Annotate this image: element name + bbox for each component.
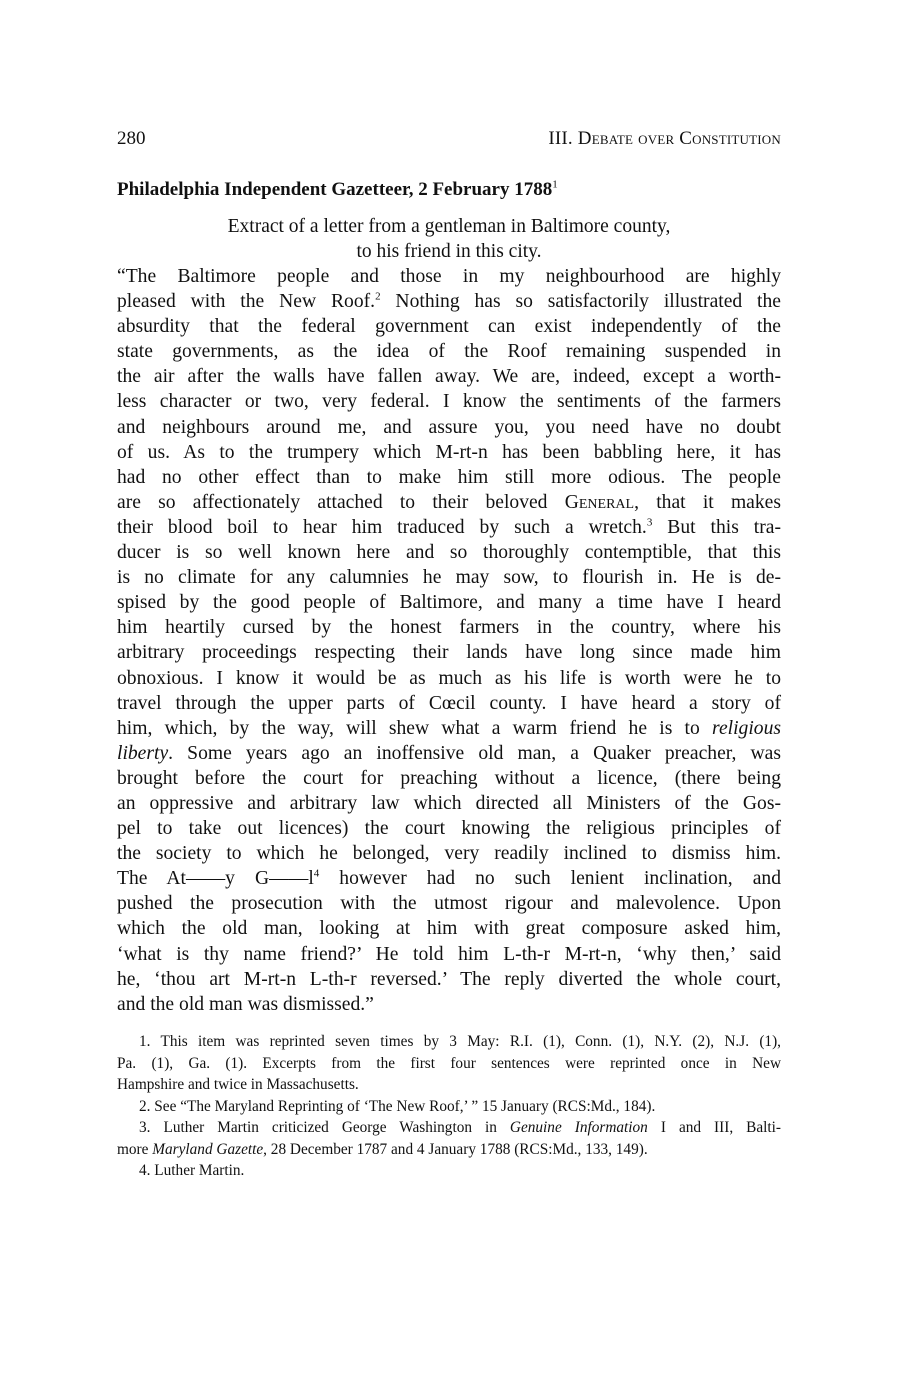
body-line: the society to which he belonged, very readily inclined to dismiss him. — [117, 843, 781, 865]
body-line: The At——y $G——l^4$ however had no such lenient inclination, and — [117, 867, 781, 890]
body-line: obnoxious. I know it would be as much as his life is worth were he to — [117, 667, 781, 689]
footnote-2: 2. See “The Maryland Reprinting of ‘The New Roof,’ ” 15 January (RCS:Md., 184). — [139, 1097, 656, 1115]
footnote-1-line: 1. This item was reprinted seven times by 3 May: R.I. (1), Conn. (1), N.Y. (2), N.J. (1), — [139, 1033, 781, 1050]
body-line: pel to take out licences) the court knowing the religious principles of — [117, 818, 781, 840]
body-line: less character or two, very federal. I know the sentiments of the farmers — [117, 391, 781, 413]
extract-heading — [117, 214, 781, 264]
footnote-ref-4: 4 — [313, 867, 320, 880]
footnote-3-line: more Maryland Gazette, 28 December 1787 and 4 January 1788 (RCS:Md., 133, 149). — [117, 1140, 648, 1158]
extract-line-2: to his friend in this city. — [356, 241, 542, 262]
body-line: of us. As to the trumpery which M-rt-n has been babbling here, it has — [117, 441, 781, 463]
footnote-4: 4. Luther Martin. — [139, 1162, 245, 1179]
body-line: pleased with the New Roof.$^2$ Nothing has so satisfactorily illustrated the — [117, 290, 781, 313]
body-line: state governments, as the idea of the Roof remaining suspended in — [117, 341, 781, 363]
footnotes — [117, 1031, 781, 1182]
body-line: which the old man, looking at him with great composure asked him, — [117, 918, 781, 940]
body-line: him, which, by the way, will shew what a warm friend he is to religious — [117, 717, 781, 739]
body-line: brought before the court for preaching without a licence, (there being — [117, 767, 781, 789]
footnote-3-line: 3. Luther Martin criticized George Washington in Genuine Information I and III, Balti- — [139, 1119, 781, 1136]
general-small-caps: General — [564, 491, 635, 513]
body-line: the air after the walls have fallen away. We are, indeed, except a worth- — [117, 366, 781, 388]
body-line: had no other effect than to make him still more odious. The people — [117, 466, 781, 488]
extract-line-1: Extract of a letter from a gentleman in Baltimore county, — [227, 216, 671, 237]
liberty-italic: liberty — [117, 742, 169, 764]
footnote-1-line: Hampshire and twice in Massachusetts. — [117, 1076, 359, 1093]
body-line: an oppressive and arbitrary law which directed all Ministers of the Gos- — [117, 792, 781, 814]
footnote-ref-2: 2 — [375, 290, 381, 303]
running-head: III. Debate over Constitution — [548, 128, 781, 149]
body-line: ‘what is thy name friend?’ He told him L-th-r M-rt-n, ‘why then,’ said — [117, 943, 781, 965]
footnote-ref-3: 3 — [646, 516, 653, 529]
page-number: 280 — [117, 128, 146, 149]
footnote-1-line: Pa. (1), Ga. (1). Excerpts from the first four sentences were reprinted once in New — [117, 1054, 781, 1072]
religious-italic: religious — [712, 717, 781, 739]
body-line: arbitrary proceedings respecting their lands have long since made him — [117, 642, 781, 664]
body-line: liberty. Some years ago an inoffensive old man, a Quaker preacher, was — [117, 742, 781, 764]
body-line: he, ‘thou art M-rt-n L-th-r reversed.’ The reply diverted the whole court, — [117, 968, 781, 990]
body-line: their blood boil to hear him traduced by such a wretch.$^3$ But this tra- — [117, 516, 781, 538]
article-title-text: Philadelphia Independent Gazetteer, 2 February 1788 — [117, 179, 553, 200]
body-line: ducer is so well known here and so thoroughly contemptible, that this — [117, 542, 781, 564]
body-line: spised by the good people of Baltimore, and many a time have I heard — [117, 592, 781, 614]
body-line: are so affectionately attached to their beloved General, that it makes — [117, 491, 781, 513]
page-header — [117, 128, 781, 156]
body-line: him heartily cursed by the honest farmers in the country, where his — [117, 617, 781, 639]
letter-body — [117, 264, 781, 1017]
body-line: and neighbours around me, and assure you, you need have no doubt — [117, 416, 781, 438]
footnote-ref-1: 1 — [552, 178, 558, 191]
body-line: pushed the prosecution with the utmost rigour and malevolence. Upon — [117, 893, 781, 915]
body-line: “The Baltimore people and those in my neighbourhood are highly — [117, 266, 781, 287]
article-title — [117, 177, 781, 203]
body-line: absurdity that the federal government can exist independently of the — [117, 316, 781, 338]
body-line: and the old man was dismissed.” — [117, 993, 374, 1015]
body-line: travel through the upper parts of Cœcil county. I have heard a story of — [117, 692, 781, 714]
body-line: is no climate for any calumnies he may sow, to flourish in. He is de- — [117, 567, 781, 589]
